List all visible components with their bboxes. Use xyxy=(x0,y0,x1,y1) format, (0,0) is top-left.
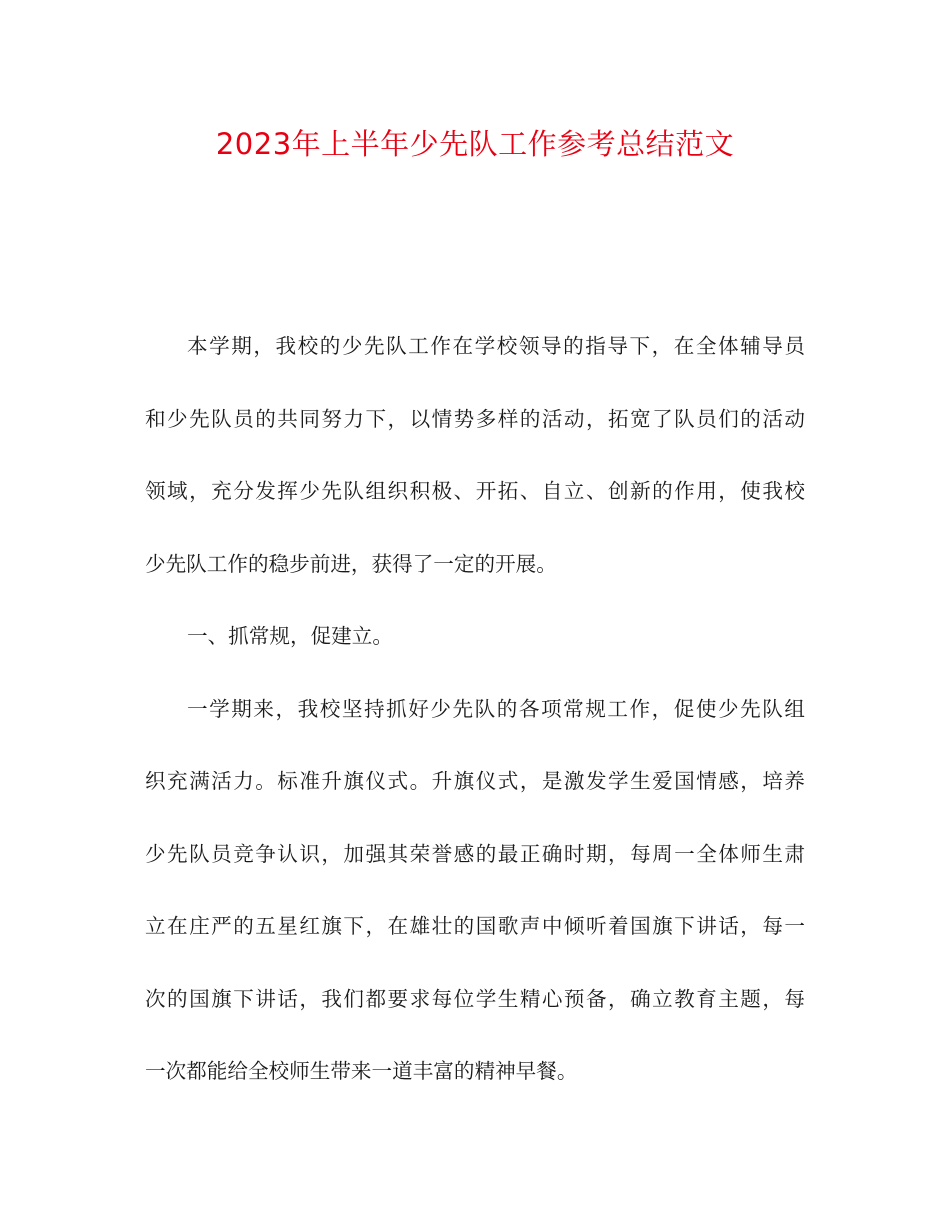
section-heading-1: 一、抓常规，促建立。 xyxy=(187,624,393,648)
paragraph-2-line-4: 立在庄严的五星红旗下，在雄壮的国歌声中倾听着国旗下讲话，每一 xyxy=(145,914,805,938)
paragraph-2-line-2: 织充满活力。标准升旗仪式。升旗仪式，是激发学生爱国情感，培养 xyxy=(145,769,805,793)
document-title: 2023年上半年少先队工作参考总结范文 xyxy=(215,127,735,161)
paragraph-1-line-2: 和少先队员的共同努力下，以情势多样的活动，拓宽了队员们的活动 xyxy=(145,406,805,431)
paragraph-1-line-4: 少先队工作的稳步前进，获得了一定的开展。 xyxy=(145,551,557,576)
paragraph-2-line-1: 一学期来，我校坚持抓好少先队的各项常规工作，促使少先队组 xyxy=(187,696,805,721)
paragraph-2-line-3: 少先队员竞争认识，加强其荣誉感的最正确时期，每周一全体师生肃 xyxy=(145,841,805,866)
document-body xyxy=(145,310,805,1108)
paragraph-1-line-1: 本学期，我校的少先队工作在学校领导的指导下，在全体辅导员 xyxy=(187,334,805,358)
paragraph-2-line-6: 一次都能给全校师生带来一道丰富的精神早餐。 xyxy=(145,1059,578,1083)
paragraph-2-line-5: 次的国旗下讲话，我们都要求每位学生精心预备，确立教育主题，每 xyxy=(145,986,805,1011)
paragraph-1-line-3: 领域，充分发挥少先队组织积极、开拓、自立、创新的作用，使我校 xyxy=(145,479,805,503)
